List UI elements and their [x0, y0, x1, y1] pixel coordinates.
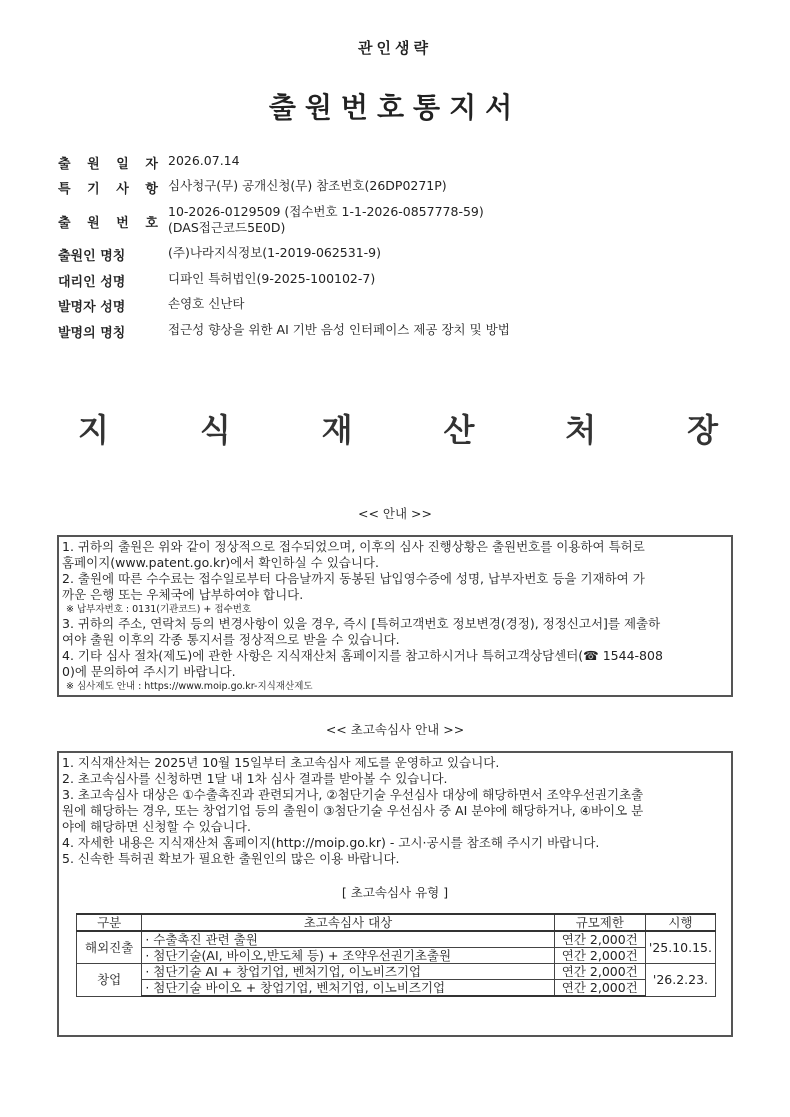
notice-note: ※ 심사제도 안내 : https://www.moip.go.kr-지식재산제도 — [66, 681, 313, 692]
fast-track-heading: << 초고속심사 안내 >> — [325, 722, 465, 737]
notice-line: 0)에 문의하여 주시기 바랍니다. — [62, 664, 236, 679]
field-value-special-notes: 심사청구(무) 공개신청(무) 참조번호(26DP0271P) — [168, 178, 447, 193]
fast-track-box — [57, 751, 733, 1037]
field-value-das-code: (DAS접근코드5E0D) — [168, 220, 286, 235]
notice-line: 4. 기타 심사 절차(제도)에 관한 사항은 지식재산처 홈페이지를 참고하시거나 특허고객상담센터(☎ 1544-808 — [62, 648, 663, 663]
fast-track-line: 야에 해당하면 신청할 수 있습니다. — [62, 819, 251, 834]
table-date-cell: '26.2.23. — [645, 964, 715, 997]
table-header-cell: 구분 — [77, 914, 142, 931]
table-limit-cell: 연간 2,000건 — [554, 964, 645, 980]
fast-track-line: 4. 자세한 내용은 지식재산처 홈페이지(http://moip.go.kr) - 고시·공시를 참조해 주시기 바랍니다. — [62, 835, 600, 850]
notice-box — [57, 535, 733, 697]
field-value-invention-title: 접근성 향상을 위한 AI 기반 음성 인터페이스 제공 장치 및 방법 — [168, 322, 510, 337]
issuing-authority — [78, 405, 718, 451]
notice-note: ※ 납부자번호 : 0131(기관코드) + 접수번호 — [66, 604, 252, 615]
table-category-cell: 창업 — [77, 964, 142, 997]
notice-line: 3. 귀하의 주소, 연락처 등의 변경사항이 있을 경우, 즉시 [특허고객번호 정보변경(경정), 정정신고서]를 제출하 — [62, 616, 661, 631]
table-limit-cell: 연간 2,000건 — [554, 931, 645, 948]
notice-line: 여야 출원 이후의 각종 통지서를 정상적으로 받을 수 있습니다. — [62, 632, 400, 647]
field-label-special-notes: 특 기 사 항 — [58, 182, 158, 197]
field-label-applicant: 출원인 명칭 — [58, 249, 126, 264]
seal-omitted-note: 관인생략 — [358, 39, 432, 57]
fast-track-line: 원에 해당하는 경우, 또는 창업기업 등의 출원이 ③첨단기술 우선심사 중 AI 분야에 해당하거나, ④바이오 분 — [62, 803, 644, 818]
authority-char: 재 — [321, 411, 353, 449]
field-value-filing-date: 2026.07.14 — [168, 153, 240, 168]
table-date-cell: '25.10.15. — [645, 931, 715, 964]
field-value-inventor: 손영호 신난타 — [168, 296, 245, 311]
authority-char: 장 — [687, 411, 718, 449]
table-row — [77, 980, 716, 997]
fast-track-type-table — [76, 913, 716, 997]
table-target-cell: · 수출촉진 관련 출원 — [142, 931, 554, 948]
table-header-cell: 시행 — [645, 914, 715, 931]
authority-char: 처 — [565, 411, 597, 449]
field-label-filing-date: 출 원 일 자 — [58, 157, 158, 172]
notice-line: 2. 출원에 따른 수수료는 접수일로부터 다음날까지 동봉된 납입영수증에 성명, 납부자번호 등을 기재하여 가 — [62, 571, 645, 586]
fast-track-table-title: [ 초고속심사 유형 ] — [341, 885, 449, 900]
table-limit-cell: 연간 2,000건 — [554, 948, 645, 964]
table-header-row — [77, 914, 716, 931]
table-row — [77, 931, 716, 948]
field-label-agent: 대리인 성명 — [58, 275, 126, 290]
notice-line: 까운 은행 또는 우체국에 납부하여야 합니다. — [62, 587, 304, 602]
field-label-inventor: 발명자 성명 — [58, 300, 126, 315]
table-row — [77, 964, 716, 980]
notice-line: 1. 귀하의 출원은 위와 같이 정상적으로 접수되었으며, 이후의 심사 진행상황은 출원번호를 이용하여 특허로 — [62, 539, 645, 554]
table-header-cell: 초고속심사 대상 — [142, 914, 554, 931]
fast-track-line: 3. 초고속심사 대상은 ①수출촉진과 관련되거나, ②첨단기술 우선심사 대상에 해당하면서 조약우선권기초출 — [62, 787, 644, 802]
authority-char: 식 — [199, 411, 231, 449]
field-label-invention-title: 발명의 명칭 — [58, 326, 126, 341]
field-value-application-number: 10-2026-0129509 (접수번호 1-1-2026-0857778-59) — [168, 204, 484, 219]
notice-line: 홈페이지(www.patent.go.kr)에서 확인하실 수 있습니다. — [62, 555, 379, 570]
field-label-application-number: 출 원 번 호 — [58, 216, 158, 231]
fast-track-line: 5. 신속한 특허권 확보가 필요한 출원인의 많은 이용 바랍니다. — [62, 851, 400, 866]
field-value-applicant: (주)나라지식정보(1-2019-062531-9) — [168, 245, 381, 260]
table-target-cell: · 첨단기술 AI + 창업기업, 벤처기업, 이노비즈기업 — [142, 964, 554, 980]
fast-track-line: 1. 지식재산처는 2025년 10월 15일부터 초고속심사 제도를 운영하고 있습니다. — [62, 755, 500, 770]
field-value-agent: 디파인 특허법인(9-2025-100102-7) — [168, 271, 376, 286]
table-target-cell: · 첨단기술 바이오 + 창업기업, 벤처기업, 이노비즈기업 — [142, 980, 554, 997]
table-target-cell: · 첨단기술(AI, 바이오,반도체 등) + 조약우선권기초출원 — [142, 948, 554, 964]
authority-char: 지 — [78, 411, 109, 449]
document-title: 출원번호통지서 — [268, 91, 522, 124]
table-row — [77, 948, 716, 964]
authority-char: 산 — [443, 411, 475, 449]
table-category-cell: 해외진출 — [77, 931, 142, 964]
table-header-cell: 규모제한 — [554, 914, 645, 931]
table-limit-cell: 연간 2,000건 — [554, 980, 645, 997]
fast-track-line: 2. 초고속심사를 신청하면 1달 내 1차 심사 결과를 받아볼 수 있습니다. — [62, 771, 448, 786]
notice-heading: << 안내 >> — [358, 506, 432, 521]
